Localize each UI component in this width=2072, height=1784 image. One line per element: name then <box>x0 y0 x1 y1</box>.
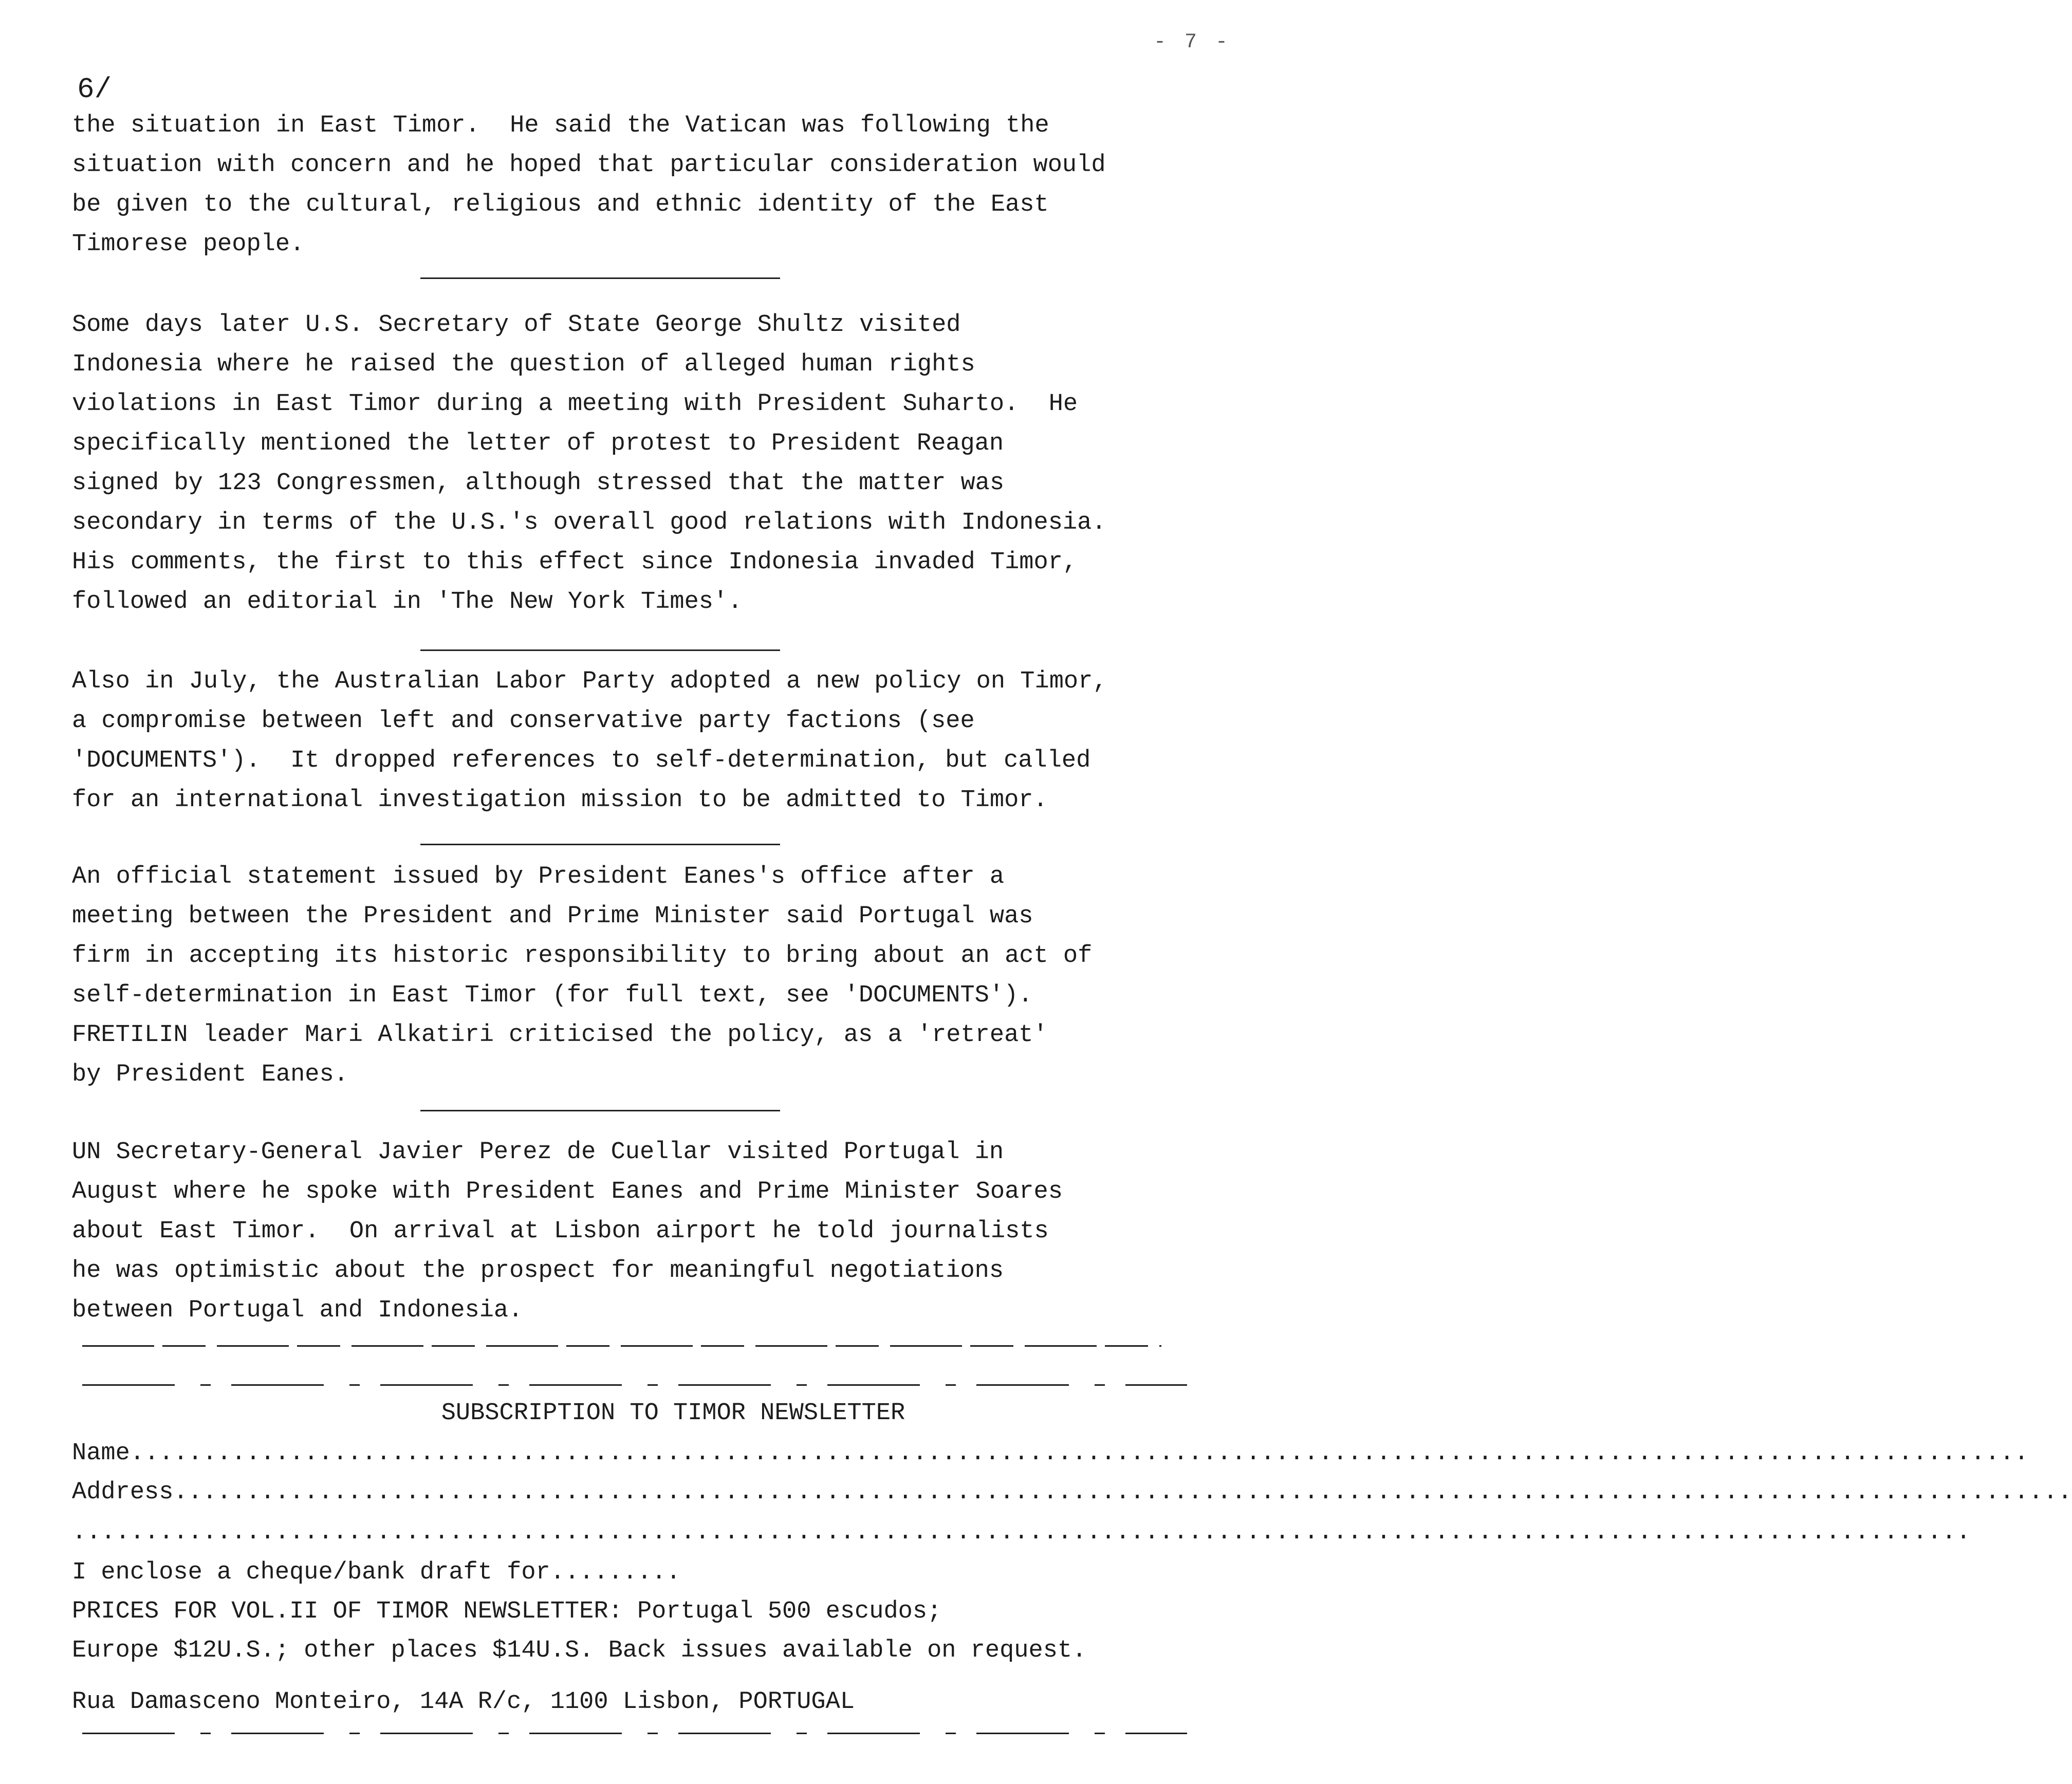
address-label: Address <box>72 1479 174 1506</box>
paragraph-perez-de-cuellar <box>72 1132 1192 1330</box>
text-line: FRETILIN leader Mari Alkatiri criticised the policy, as a 'retreat' <box>72 1021 1048 1049</box>
address-continuation-dot-leader: ................................................................................................................................... <box>72 1519 1971 1546</box>
text-line: the situation in East Timor. He said the Vatican was following the <box>72 112 1049 139</box>
text-line: violations in East Timor during a meeting with President Suharto. He <box>72 391 1078 418</box>
text-line: UN Secretary-General Javier Perez de Cuellar visited Portugal in <box>72 1139 1004 1166</box>
text-line: a compromise between left and conservative party factions (see <box>72 708 975 735</box>
europe-prices-line: Europe $12U.S.; other places $14U.S. Back issues available on request. <box>72 1637 1087 1664</box>
subscription-title: SUBSCRIPTION TO TIMOR NEWSLETTER <box>441 1400 905 1427</box>
text-line: His comments, the first to this effect since Indonesia invaded Timor, <box>72 549 1078 576</box>
section-divider <box>420 277 780 279</box>
text-line: firm in accepting its historic responsibility to bring about an act of <box>72 942 1093 970</box>
text-line: about East Timor. On arrival at Lisbon airport he told journalists <box>72 1218 1049 1245</box>
cut-line-top <box>82 1345 1161 1347</box>
cut-line-bottom <box>82 1733 1187 1734</box>
enclose-line: I enclose a cheque/bank draft for......... <box>72 1559 681 1586</box>
cut-line-dashed <box>82 1384 1187 1386</box>
text-line: be given to the cultural, religious and ethnic identity of the East <box>72 191 1049 218</box>
text-line: by President Eanes. <box>72 1061 348 1088</box>
name-field-line <box>72 1434 2029 1473</box>
text-line: self-determination in East Timor (for full text, see 'DOCUMENTS'). <box>72 982 1033 1009</box>
text-line: situation with concern and he hoped that particular consideration would <box>72 152 1106 179</box>
text-line: Indonesia where he raised the question of alleged human rights <box>72 351 975 378</box>
name-label: Name <box>72 1440 130 1467</box>
text-line: followed an editorial in 'The New York Times'. <box>72 588 743 616</box>
paragraph-labor-party <box>72 662 1192 820</box>
paragraph-vatican <box>72 106 1192 264</box>
text-line: August where he spoke with President Eanes and Prime Minister Soares <box>72 1178 1063 1205</box>
address-field-line <box>72 1473 2072 1512</box>
address-dot-leader: ................................................................................................................................... <box>173 1479 2072 1506</box>
text-line: signed by 123 Congressmen, although stressed that the matter was <box>72 470 1005 497</box>
section-divider <box>420 1110 780 1111</box>
corner-page-mark: - 7 - <box>1154 31 1231 54</box>
text-line: meeting between the President and Prime Minister said Portugal was <box>72 903 1033 930</box>
paragraph-eanes-statement <box>72 857 1192 1094</box>
section-divider <box>420 649 780 651</box>
text-line: 'DOCUMENTS'). It dropped references to self-determination, but called <box>72 747 1091 774</box>
text-line: Timorese people. <box>72 231 305 258</box>
address-continuation-line <box>72 1513 1971 1552</box>
text-line: specifically mentioned the letter of protest to President Reagan <box>72 430 1004 457</box>
text-line: Also in July, the Australian Labor Party adopted a new policy on Timor, <box>72 668 1107 695</box>
prices-line: PRICES FOR VOL.II OF TIMOR NEWSLETTER: Portugal 500 escudos; <box>72 1598 942 1625</box>
text-line: Some days later U.S. Secretary of State George Shultz visited <box>72 311 961 339</box>
page-number: 6/ <box>77 73 112 106</box>
text-line: between Portugal and Indonesia. <box>72 1297 523 1324</box>
text-line: An official statement issued by President Eanes's office after a <box>72 863 1005 890</box>
section-divider <box>420 844 780 845</box>
postal-address-line: Rua Damasceno Monteiro, 14A R/c, 1100 Lisbon, PORTUGAL <box>72 1688 855 1716</box>
text-line: he was optimistic about the prospect for meaningful negotiations <box>72 1257 1004 1285</box>
paragraph-shultz <box>72 305 1192 622</box>
name-dot-leader: ................................................................................................................................... <box>130 1440 2029 1467</box>
text-line: secondary in terms of the U.S.'s overall good relations with Indonesia. <box>72 509 1106 536</box>
text-line: for an international investigation mission to be admitted to Timor. <box>72 787 1048 814</box>
